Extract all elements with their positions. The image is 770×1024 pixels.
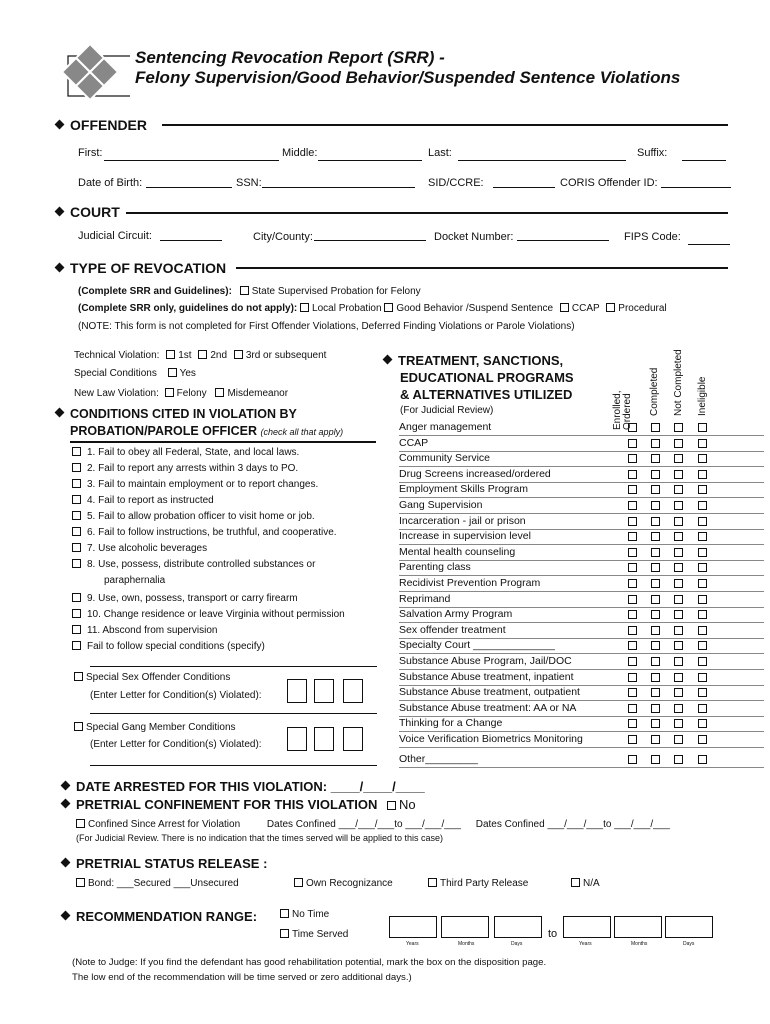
treatment-row [399,451,764,467]
treatment-checkbox[interactable] [674,579,683,588]
treatment-checkbox[interactable] [651,563,660,572]
treatment-checkbox[interactable] [698,610,707,619]
treatment-checkbox[interactable] [698,755,707,764]
date-arrested-heading: DATE ARRESTED FOR THIS VIOLATION: ____/____/____ [62,779,425,794]
treatment-label: Substance Abuse treatment: AA or NA [399,701,577,714]
ssn-label: SSN: [236,177,262,189]
treatment-checkbox[interactable] [698,657,707,666]
condition-text: paraphernalia [104,575,166,586]
treatment-checkbox[interactable] [651,439,660,448]
condition-item [72,495,214,506]
treatment-label: Specialty Court ______________ [399,639,555,652]
treatment-checkbox[interactable] [651,532,660,541]
technical-violation-row: Technical Violation: 1st 2nd 3rd or subsequent [74,350,327,361]
treatment-checkbox[interactable] [628,579,637,588]
na-checkbox[interactable] [571,878,580,887]
gang-member-checkbox[interactable] [74,722,83,731]
sex-letter-box-3[interactable] [343,679,363,703]
treatment-checkbox[interactable] [628,485,637,494]
treatment-checkbox[interactable] [628,501,637,510]
treatment-checkbox[interactable] [628,439,637,448]
special-yes-checkbox[interactable] [168,368,177,377]
dob-label: Date of Birth: [78,177,143,189]
treatment-checkbox[interactable] [674,673,683,682]
low-months-label: Months [458,941,475,947]
high-days-box[interactable] [665,916,713,938]
treatment-row [399,716,764,732]
city-label: City/County: [253,231,313,243]
sid-label: SID/CCRE: [428,177,484,189]
condition-text: 6. Fail to follow instructions, be truthful, and cooperative. [87,527,337,538]
treatment-checkbox[interactable] [628,548,637,557]
treatment-label: Reprimand [399,592,451,605]
treatment-checkbox[interactable] [651,485,660,494]
high-years-box[interactable] [563,916,611,938]
treatment-row [399,467,764,483]
treatment-row [399,420,764,436]
sex-letter-box-2[interactable] [314,679,334,703]
treatment-heading2: EDUCATIONAL PROGRAMS [400,370,574,385]
condition-checkbox[interactable] [72,543,81,552]
condition-checkbox[interactable] [72,463,81,472]
pretrial-no-checkbox[interactable] [387,801,396,810]
treatment-checkbox[interactable] [674,439,683,448]
treatment-checkbox[interactable] [651,719,660,728]
treatment-checkbox[interactable] [628,704,637,713]
treatment-checkbox[interactable] [651,517,660,526]
condition-text: 9. Use, own, possess, transport or carry firearm [87,593,298,604]
treatment-checkbox[interactable] [651,579,660,588]
sex-offender-enter: (Enter Letter for Condition(s) Violated): [90,690,262,701]
treatment-checkbox[interactable] [698,548,707,557]
treatment-checkbox[interactable] [674,610,683,619]
pretrial-confinement-heading: PRETRIAL CONFINEMENT FOR THIS VIOLATION No [62,797,416,812]
treatment-row [399,545,764,561]
city-field[interactable] [314,240,426,241]
recommendation-heading: RECOMMENDATION RANGE: [62,909,257,924]
docket-field[interactable] [517,240,609,241]
treatment-checkbox[interactable] [674,454,683,463]
fips-field[interactable] [688,244,730,245]
treatment-checkbox[interactable] [674,532,683,541]
ssn-field[interactable] [262,187,415,188]
condition-text: 5. Fail to allow probation officer to visit home or job. [87,511,315,522]
treatment-checkbox[interactable] [674,641,683,650]
condition-item [72,527,337,538]
condition-checkbox[interactable] [72,641,81,650]
special-conditions-row: Special Conditions Yes [74,368,196,379]
condition-item [72,593,298,604]
condition-checkbox[interactable] [72,559,81,568]
treatment-row [399,576,764,592]
treatment-checkbox[interactable] [651,501,660,510]
treatment-checkbox[interactable] [674,517,683,526]
treatment-checkbox[interactable] [651,595,660,604]
high-years-label: Years [579,941,592,947]
treatment-checkbox[interactable] [698,423,707,432]
treatment-checkbox[interactable] [698,704,707,713]
treatment-checkbox[interactable] [628,470,637,479]
treatment-label: Community Service [399,452,491,465]
revocation-note: (NOTE: This form is not completed for First Offender Violations, Deferred Finding Violations or Parole Violations) [78,321,575,332]
sex-offender-checkbox[interactable] [74,672,83,681]
tech-3rd-checkbox[interactable] [234,350,243,359]
treatment-checkbox[interactable] [651,626,660,635]
no-time-checkbox[interactable] [280,909,289,918]
treatment-checkbox[interactable] [651,688,660,697]
fips-label: FIPS Code: [624,231,681,243]
revocation-heading: TYPE OF REVOCATION [56,260,226,276]
treatment-label: Voice Verification Biometrics Monitoring [399,733,583,745]
treatment-checkbox[interactable] [651,735,660,744]
high-months-label: Months [631,941,648,947]
middle-name-field[interactable] [318,160,422,161]
treatment-checkbox[interactable] [674,485,683,494]
condition-item [72,559,315,570]
treatment-checkbox[interactable] [628,657,637,666]
own-recognizance-option: Own Recognizance [294,878,393,889]
condition-checkbox[interactable] [72,625,81,634]
treatment-label: Other_________ [399,752,478,765]
treatment-label: Employment Skills Program [399,483,528,496]
condition-item [72,511,315,522]
treatment-label: Thinking for a Change [399,717,503,730]
gang-letter-box-2[interactable] [314,727,334,751]
condition-item [72,625,217,636]
own-recognizance-checkbox[interactable] [294,878,303,887]
treatment-checkbox[interactable] [698,595,707,604]
time-served-option: Time Served [280,929,348,940]
condition-checkbox[interactable] [72,495,81,504]
last-name-label: Last: [428,147,452,159]
condition-checkbox[interactable] [72,447,81,456]
low-months-box[interactable] [441,916,489,938]
condition-text: 8. Use, possess, distribute controlled substances or [87,559,316,570]
first-name-label: First: [78,147,103,159]
treatment-checkbox[interactable] [651,657,660,666]
treatment-row [399,482,764,498]
treatment-checkbox[interactable] [698,485,707,494]
treatment-checkbox[interactable] [674,719,683,728]
treatment-checkbox[interactable] [628,454,637,463]
confined-since-arrest-checkbox[interactable] [76,819,85,828]
low-years-box[interactable] [389,916,437,938]
condition-text: 4. Fail to report as instructed [87,495,214,506]
treatment-checkbox[interactable] [628,517,637,526]
gang-member-conditions: Special Gang Member Conditions [74,722,236,733]
treatment-row [399,607,764,623]
treatment-checkbox[interactable] [698,501,707,510]
treatment-label: Parenting class [399,561,471,574]
third-party-option: Third Party Release [428,878,528,889]
low-days-box[interactable] [494,916,542,938]
bond-checkbox[interactable] [76,878,85,887]
treatment-checkbox[interactable] [674,470,683,479]
treatment-checkbox[interactable] [698,579,707,588]
state-probation-checkbox[interactable] [240,286,249,295]
treatment-checkbox[interactable] [628,688,637,697]
treatment-checkbox[interactable] [698,454,707,463]
conditions-heading: CONDITIONS CITED IN VIOLATION BY [56,407,297,421]
treatment-label: Increase in supervision level [399,530,531,543]
condition-item [104,575,165,586]
sid-field[interactable] [493,187,555,188]
condition-checkbox[interactable] [72,609,81,618]
misdemeanor-checkbox[interactable] [215,388,224,397]
treatment-checkbox[interactable] [674,704,683,713]
treatment-label: Recidivist Prevention Program [399,577,541,589]
treatment-checkbox[interactable] [698,517,707,526]
confined-row: Confined Since Arrest for Violation Dates Confined ___/___/___to ___/___/___ Dates Confined ___/___/___to ___/___/___ [76,819,670,830]
ccap-checkbox[interactable] [560,303,569,312]
third-party-checkbox[interactable] [428,878,437,887]
treatment-row [399,514,764,530]
treatment-checkbox[interactable] [674,755,683,764]
treatment-checkbox[interactable] [651,673,660,682]
tech-1st-checkbox[interactable] [166,350,175,359]
treatment-label: Gang Supervision [399,499,483,511]
form-title-line1: Sentencing Revocation Report (SRR) - [135,48,445,67]
sex-letter-box-1[interactable] [287,679,307,703]
conditions-heading2: PROBATION/PAROLE OFFICER (check all that apply) [70,424,344,438]
treatment-checkbox[interactable] [651,755,660,764]
low-days-label: Days [511,941,523,947]
treatment-subheading: (For Judicial Review) [400,405,494,416]
treatment-label: Sex offender treatment [399,623,506,636]
treatment-row [399,560,764,576]
treatment-row [399,529,764,545]
offender-heading: OFFENDER [56,117,147,133]
suffix-label: Suffix: [637,147,668,159]
bond-option: Bond: ___Secured ___Unsecured [76,878,239,889]
treatment-label: Anger management [399,421,492,433]
treatment-checkbox[interactable] [628,673,637,682]
treatment-row [399,670,764,686]
treatment-row [399,752,764,768]
time-served-checkbox[interactable] [280,929,289,938]
judicial-review-note: (For Judicial Review. There is no indication that the times served will be applied to this case) [76,833,444,843]
treatment-heading: TREATMENT, SANCTIONS, [384,353,563,368]
felony-checkbox[interactable] [165,388,174,397]
condition-checkbox[interactable] [72,527,81,536]
treatment-label: Drug Screens increased/ordered [399,467,551,480]
condition-item [72,543,207,554]
treatment-checkbox[interactable] [628,719,637,728]
treatment-checkbox[interactable] [698,470,707,479]
dob-field[interactable] [146,187,232,188]
treatment-checkbox[interactable] [674,595,683,604]
treatment-checkbox[interactable] [674,423,683,432]
condition-item [72,463,298,474]
treatment-checkbox[interactable] [698,563,707,572]
good-behavior-checkbox[interactable] [384,303,393,312]
treatment-checkbox[interactable] [674,626,683,635]
condition-item [72,447,299,458]
local-probation-checkbox[interactable] [300,303,309,312]
treatment-row [399,638,764,654]
col-not-completed: Not Completed [673,349,684,416]
treatment-checkbox[interactable] [698,719,707,728]
treatment-checkbox[interactable] [698,439,707,448]
treatment-checkbox[interactable] [628,735,637,744]
condition-checkbox[interactable] [72,479,81,488]
form-title-line2: Felony Supervision/Good Behavior/Suspended Sentence Violations [135,68,681,87]
treatment-checkbox[interactable] [628,626,637,635]
treatment-checkbox[interactable] [628,595,637,604]
na-option: N/A [571,878,600,889]
treatment-checkbox[interactable] [651,454,660,463]
treatment-checkbox[interactable] [651,470,660,479]
treatment-heading3: & ALTERNATIVES UTILIZED [400,387,573,402]
low-years-label: Years [406,941,419,947]
treatment-checkbox[interactable] [651,548,660,557]
logo [50,42,130,112]
footnote-line1: (Note to Judge: If you find the defendant has good rehabilitation potential, mark the box on the disposition page. [72,957,547,968]
gang-letter-box-1[interactable] [287,727,307,751]
tech-2nd-checkbox[interactable] [198,350,207,359]
treatment-checkbox[interactable] [651,610,660,619]
gang-member-enter: (Enter Letter for Condition(s) Violated): [90,739,262,750]
condition-text: 11. Abscond from supervision [87,625,218,636]
sex-offender-conditions: Special Sex Offender Conditions [74,672,230,683]
court-heading: COURT [56,204,120,220]
treatment-checkbox[interactable] [674,501,683,510]
treatment-label: Salvation Army Program [399,608,513,621]
no-time-option: No Time [280,909,329,920]
condition-text: Fail to follow special conditions (specify) [87,641,265,652]
treatment-checkbox[interactable] [698,688,707,697]
treatment-row [399,701,764,717]
treatment-checkbox[interactable] [698,626,707,635]
col-enrolled: Enrolled, Ordered [612,390,633,430]
gang-letter-box-3[interactable] [343,727,363,751]
condition-text: 3. Fail to maintain employment or to report changes. [87,479,319,490]
condition-item [72,479,318,490]
footnote-line2: The low end of the recommendation will be time served or zero additional days.) [72,972,412,983]
treatment-row [399,654,764,670]
condition-item [72,641,265,652]
treatment-row [399,498,764,514]
to-label: to [548,928,558,940]
condition-text: 7. Use alcoholic beverages [87,543,208,554]
high-days-label: Days [683,941,695,947]
treatment-label: Substance Abuse treatment, outpatient [399,686,580,699]
condition-item [72,609,345,620]
treatment-checkbox[interactable] [628,532,637,541]
coris-field[interactable] [661,187,731,188]
treatment-checkbox[interactable] [628,423,637,432]
treatment-row [399,592,764,608]
treatment-checkbox[interactable] [628,641,637,650]
treatment-checkbox[interactable] [628,563,637,572]
treatment-checkbox[interactable] [674,688,683,697]
treatment-checkbox[interactable] [698,532,707,541]
treatment-checkbox[interactable] [674,735,683,744]
treatment-checkbox[interactable] [628,610,637,619]
treatment-checkbox[interactable] [651,641,660,650]
condition-checkbox[interactable] [72,593,81,602]
treatment-label: Substance Abuse Program, Jail/DOC [399,655,572,667]
treatment-label: CCAP [399,436,429,449]
treatment-label: Mental health counseling [399,545,516,558]
last-name-field[interactable] [458,160,626,161]
treatment-checkbox[interactable] [674,657,683,666]
treatment-checkbox[interactable] [651,704,660,713]
coris-label: CORIS Offender ID: [560,177,658,189]
treatment-checkbox[interactable] [674,563,683,572]
col-completed: Completed [649,367,660,416]
docket-label: Docket Number: [434,231,514,243]
treatment-row [399,436,764,452]
condition-text: 10. Change residence or leave Virginia without permission [87,609,345,620]
treatment-row [399,685,764,701]
condition-text: 1. Fail to obey all Federal, State, and local laws. [87,447,300,458]
treatment-checkbox[interactable] [628,755,637,764]
revocation-line2: (Complete SRR only, guidelines do not apply): Local Probation Good Behavior /Suspend Sentence CCAP Procedural [78,303,667,314]
treatment-checkbox[interactable] [698,641,707,650]
treatment-checkbox[interactable] [651,423,660,432]
pretrial-status-heading: PRETRIAL STATUS RELEASE : [62,856,267,871]
condition-text: 2. Fail to report any arrests within 3 days to PO. [87,463,299,474]
treatment-label: Substance Abuse treatment, inpatient [399,670,574,683]
treatment-checkbox[interactable] [698,735,707,744]
first-name-field[interactable] [104,160,279,161]
new-law-row: New Law Violation: Felony Misdemeanor [74,388,289,399]
treatment-row [399,623,764,639]
circuit-field[interactable] [160,240,222,241]
treatment-label: Incarceration - jail or prison [399,514,526,527]
treatment-checkbox[interactable] [674,548,683,557]
suffix-field[interactable] [682,160,726,161]
revocation-line1: (Complete SRR and Guidelines): State Supervised Probation for Felony [78,286,421,297]
condition-checkbox[interactable] [72,511,81,520]
middle-name-label: Middle: [282,147,318,159]
treatment-row [399,732,764,748]
col-ineligible: Ineligible [697,376,708,416]
circuit-label: Judicial Circuit: [78,230,152,242]
treatment-checkbox[interactable] [698,673,707,682]
high-months-box[interactable] [614,916,662,938]
procedural-checkbox[interactable] [606,303,615,312]
